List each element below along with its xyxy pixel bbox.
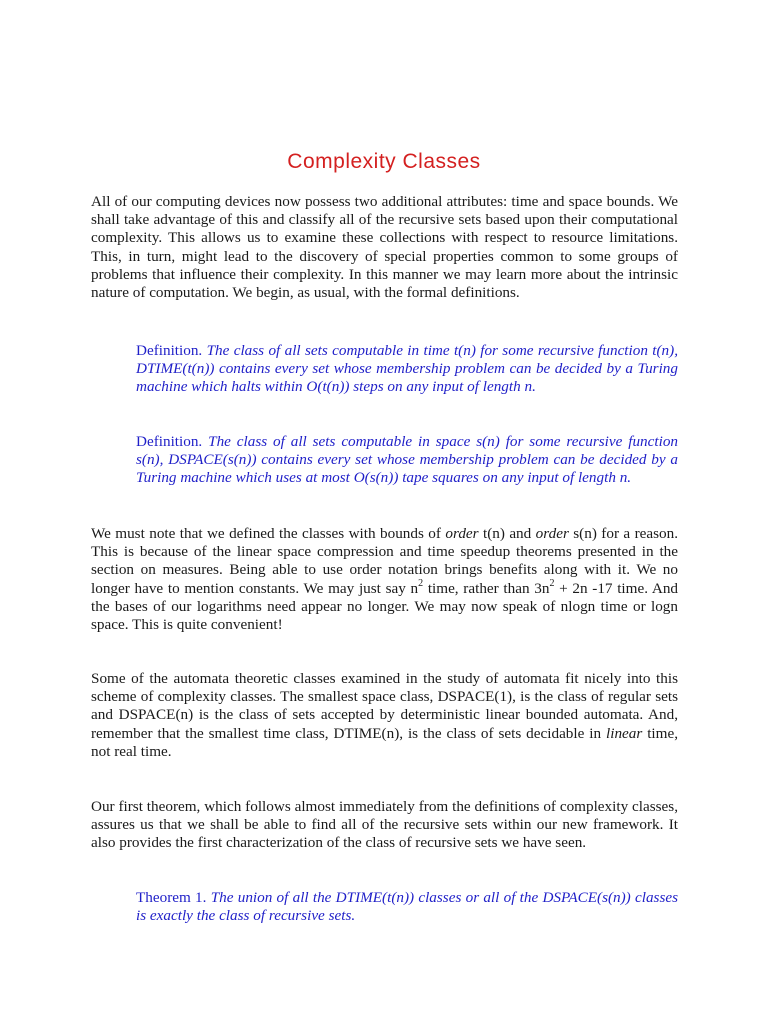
theorem-1	[136, 889, 678, 925]
definition-text: The class of all sets computable in space s(n) for some recursive function s(n), DSPACE(s(n)) contains every set whose membership problem can be decided by a Turing machine which uses at most O(s(n)) tape squares on any input of length n.	[136, 433, 679, 487]
automata-classes-paragraph: Some of the automata theoretic classes examined in the study of automata fit nicely into this scheme of complexity classes. The smallest space class, DSPACE(1), is the class of regular sets and DSPACE(n) is the class of sets accepted by deterministic linear bounded automata. And, remember that the smallest time class, DTIME(n), is the class of sets decidable in linear time, not real time.	[91, 670, 679, 760]
page-title: Complexity Classes	[287, 150, 481, 173]
order-notation-paragraph: We must note that we defined the classes with bounds of order t(n) and order s(n) for a reason. This is because of the linear space compression and time speedup theorems presented in the section on measures. Being able to use order notation brings benefits along with it. We no longer have to mention constants. We may just say $n^2$ time, rather than $3n^2 + 2n$ -17 time. And the bases of our logarithms need appear no longer. We may now speak of nlogn time or logn space. This is quite convenient!	[91, 525, 679, 634]
definition-label: Definition.	[136, 342, 203, 359]
theorem-label: Theorem 1.	[136, 889, 207, 906]
definition-dtime	[136, 342, 678, 397]
definition-label: Definition.	[136, 433, 203, 450]
intro-paragraph: All of our computing devices now possess two additional attributes: time and space bounds. We shall take advantage of this and classify all of the recursive sets based upon their computational complexity. This allows us to examine these collections with respect to resource limitations. This, in turn, might lead to the discovery of special properties common to some groups of problems that influence their complexity. In this manner we may learn more about the intrinsic nature of computation. We begin, as usual, with the formal definitions.	[91, 193, 678, 302]
first-theorem-paragraph: Our first theorem, which follows almost immediately from the definitions of complexity classes, assures us that we shall be able to find all of the recursive sets within our new framework. It also provides the first characterization of the class of recursive sets we have seen.	[91, 798, 678, 852]
theorem-text: The union of all the DTIME(t(n)) classes or all of the DSPACE(s(n)) classes is exactly the class of recursive sets.	[136, 889, 679, 925]
definition-dspace	[136, 433, 678, 488]
definition-text: The class of all sets computable in time t(n) for some recursive function t(n), DTIME(t(n)) contains every set whose membership problem can be decided by a Turing machine which halts within O(t(n)) steps on any input of length n.	[136, 342, 679, 396]
